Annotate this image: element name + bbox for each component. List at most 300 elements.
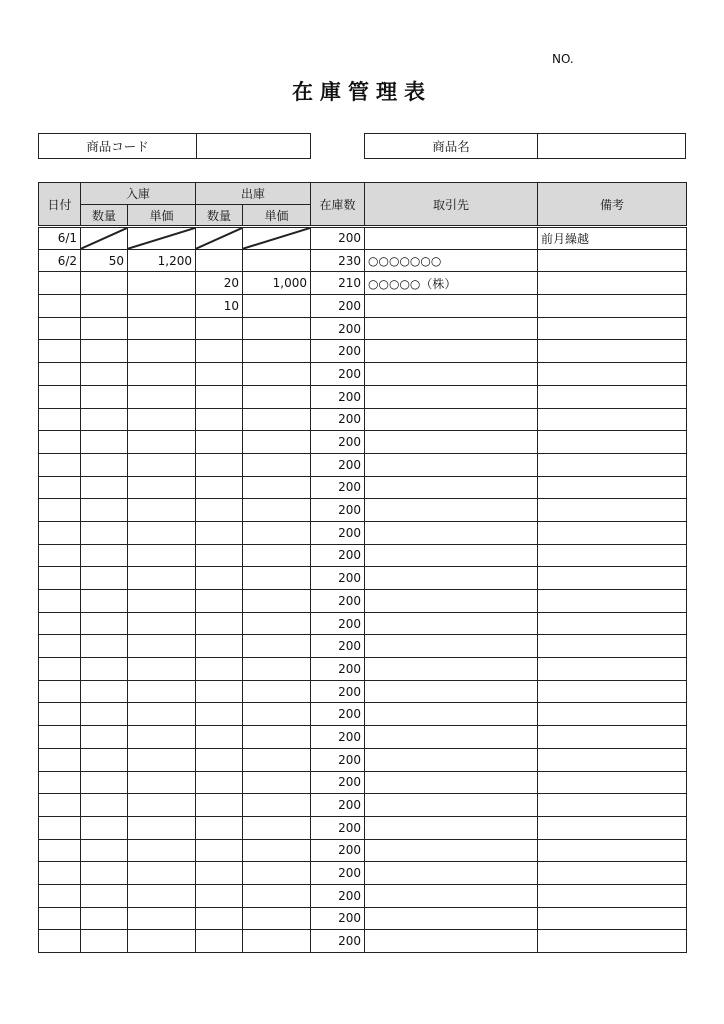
out-unit-price-cell[interactable] [243, 544, 311, 567]
date-cell[interactable] [39, 726, 81, 749]
in-unit-price-cell[interactable] [128, 227, 196, 250]
partner-cell[interactable]: ○○○○○（株） [365, 272, 538, 295]
partner-cell[interactable] [365, 862, 538, 885]
diagonal-slash [128, 228, 195, 249]
partner-cell[interactable] [365, 385, 538, 408]
out-unit-price-cell[interactable] [243, 658, 311, 681]
table-row [39, 295, 687, 318]
table-row [39, 499, 687, 522]
in-quantity-cell[interactable] [81, 340, 128, 363]
partner-cell[interactable] [365, 476, 538, 499]
partner-cell[interactable] [365, 453, 538, 476]
date-cell[interactable] [39, 408, 81, 431]
in-quantity-cell[interactable] [81, 816, 128, 839]
in-unit-price-cell[interactable] [128, 453, 196, 476]
diagonal-slash [196, 228, 242, 249]
in-quantity-cell[interactable] [81, 363, 128, 386]
in-unit-price-cell[interactable] [128, 907, 196, 930]
table-row [39, 340, 687, 363]
stock-count-cell[interactable]: 200 [311, 408, 365, 431]
notes-cell[interactable] [538, 295, 687, 318]
in-unit-price-cell[interactable] [128, 340, 196, 363]
product-code-label: 商品コード [39, 134, 197, 158]
partner-cell[interactable] [365, 635, 538, 658]
header-in-unit-price: 単価 [128, 205, 196, 227]
product-code-box [38, 133, 311, 159]
table-body [39, 227, 687, 953]
date-cell[interactable] [39, 317, 81, 340]
stock-count-cell[interactable]: 200 [311, 567, 365, 590]
stock-count-cell[interactable]: 200 [311, 385, 365, 408]
in-unit-price-cell[interactable] [128, 816, 196, 839]
table-row [39, 227, 687, 250]
date-cell[interactable] [39, 340, 81, 363]
in-quantity-cell[interactable] [81, 839, 128, 862]
in-quantity-cell[interactable] [81, 272, 128, 295]
header-notes: 備考 [538, 183, 687, 227]
date-cell[interactable] [39, 748, 81, 771]
partner-cell[interactable] [365, 907, 538, 930]
date-cell[interactable] [39, 612, 81, 635]
out-unit-price-cell[interactable] [243, 363, 311, 386]
out-unit-price-cell[interactable] [243, 839, 311, 862]
date-cell[interactable] [39, 272, 81, 295]
out-unit-price-cell[interactable] [243, 612, 311, 635]
out-quantity-cell[interactable] [196, 590, 243, 613]
partner-cell[interactable] [365, 884, 538, 907]
notes-cell[interactable] [538, 930, 687, 953]
date-cell[interactable]: 6/1 [39, 227, 81, 250]
out-quantity-cell[interactable] [196, 476, 243, 499]
in-quantity-cell[interactable] [81, 227, 128, 250]
out-unit-price-cell[interactable] [243, 521, 311, 544]
date-cell[interactable] [39, 544, 81, 567]
in-unit-price-cell[interactable] [128, 544, 196, 567]
out-unit-price-cell[interactable] [243, 907, 311, 930]
notes-cell[interactable] [538, 816, 687, 839]
stock-count-cell[interactable]: 200 [311, 680, 365, 703]
diagonal-slash [81, 228, 127, 249]
partner-cell[interactable] [365, 612, 538, 635]
stock-count-cell[interactable]: 200 [311, 771, 365, 794]
out-unit-price-cell[interactable] [243, 249, 311, 272]
notes-cell[interactable] [538, 635, 687, 658]
table-row [39, 907, 687, 930]
in-quantity-cell[interactable] [81, 567, 128, 590]
in-unit-price-cell[interactable] [128, 521, 196, 544]
stock-count-cell[interactable]: 200 [311, 794, 365, 817]
in-quantity-cell[interactable] [81, 726, 128, 749]
date-cell[interactable] [39, 816, 81, 839]
notes-cell[interactable] [538, 544, 687, 567]
date-cell[interactable] [39, 703, 81, 726]
table-row [39, 544, 687, 567]
out-quantity-cell[interactable] [196, 726, 243, 749]
notes-cell[interactable] [538, 612, 687, 635]
stock-count-cell[interactable]: 200 [311, 839, 365, 862]
stock-count-cell[interactable]: 200 [311, 635, 365, 658]
stock-count-cell[interactable]: 200 [311, 816, 365, 839]
header-date: 日付 [39, 183, 81, 227]
date-cell[interactable] [39, 567, 81, 590]
out-unit-price-cell[interactable] [243, 295, 311, 318]
stock-count-cell[interactable]: 200 [311, 521, 365, 544]
stock-count-cell[interactable]: 200 [311, 340, 365, 363]
table-row [39, 431, 687, 454]
date-cell[interactable]: 6/2 [39, 249, 81, 272]
table-row [39, 658, 687, 681]
in-quantity-cell[interactable] [81, 771, 128, 794]
date-cell[interactable] [39, 499, 81, 522]
partner-cell[interactable] [365, 794, 538, 817]
out-unit-price-cell[interactable] [243, 340, 311, 363]
in-unit-price-cell[interactable] [128, 317, 196, 340]
date-cell[interactable] [39, 862, 81, 885]
date-cell[interactable] [39, 453, 81, 476]
in-unit-price-cell[interactable] [128, 431, 196, 454]
partner-cell[interactable] [365, 748, 538, 771]
out-quantity-cell[interactable] [196, 227, 243, 250]
out-unit-price-cell[interactable] [243, 453, 311, 476]
out-quantity-cell[interactable] [196, 907, 243, 930]
partner-cell[interactable] [365, 567, 538, 590]
partner-cell[interactable] [365, 227, 538, 250]
out-unit-price-cell[interactable] [243, 317, 311, 340]
out-unit-price-cell[interactable]: 1,000 [243, 272, 311, 295]
in-unit-price-cell[interactable] [128, 726, 196, 749]
date-cell[interactable] [39, 907, 81, 930]
out-unit-price-cell[interactable] [243, 476, 311, 499]
out-unit-price-cell[interactable] [243, 431, 311, 454]
out-quantity-cell[interactable] [196, 680, 243, 703]
notes-cell[interactable] [538, 385, 687, 408]
date-cell[interactable] [39, 839, 81, 862]
in-quantity-cell[interactable] [81, 658, 128, 681]
out-unit-price-cell[interactable] [243, 726, 311, 749]
in-unit-price-cell[interactable] [128, 385, 196, 408]
partner-cell[interactable] [365, 839, 538, 862]
stock-count-cell[interactable]: 200 [311, 884, 365, 907]
in-unit-price-cell[interactable] [128, 590, 196, 613]
in-unit-price-cell[interactable] [128, 680, 196, 703]
in-unit-price-cell[interactable] [128, 363, 196, 386]
in-unit-price-cell[interactable] [128, 499, 196, 522]
table-row [39, 862, 687, 885]
header-out-quantity: 数量 [196, 205, 243, 227]
stock-count-cell[interactable]: 200 [311, 612, 365, 635]
notes-cell[interactable] [538, 839, 687, 862]
partner-cell[interactable] [365, 703, 538, 726]
in-quantity-cell[interactable] [81, 862, 128, 885]
in-unit-price-cell[interactable] [128, 839, 196, 862]
date-cell[interactable] [39, 635, 81, 658]
partner-cell[interactable] [365, 521, 538, 544]
date-cell[interactable] [39, 385, 81, 408]
out-quantity-cell[interactable] [196, 544, 243, 567]
out-quantity-cell[interactable] [196, 499, 243, 522]
in-unit-price-cell[interactable] [128, 295, 196, 318]
header-stock-count: 在庫数 [311, 183, 365, 227]
partner-cell[interactable] [365, 295, 538, 318]
out-quantity-cell[interactable] [196, 431, 243, 454]
in-unit-price-cell[interactable] [128, 794, 196, 817]
notes-cell[interactable] [538, 431, 687, 454]
out-quantity-cell[interactable] [196, 703, 243, 726]
notes-cell[interactable] [538, 521, 687, 544]
out-quantity-cell[interactable] [196, 658, 243, 681]
out-quantity-cell[interactable] [196, 635, 243, 658]
in-unit-price-cell[interactable] [128, 862, 196, 885]
stock-count-cell[interactable]: 200 [311, 703, 365, 726]
date-cell[interactable] [39, 295, 81, 318]
out-quantity-cell[interactable] [196, 794, 243, 817]
notes-cell[interactable] [538, 703, 687, 726]
in-quantity-cell[interactable] [81, 385, 128, 408]
in-unit-price-cell[interactable] [128, 658, 196, 681]
in-quantity-cell[interactable] [81, 884, 128, 907]
in-quantity-cell[interactable] [81, 907, 128, 930]
in-unit-price-cell[interactable] [128, 930, 196, 953]
stock-count-cell[interactable]: 200 [311, 862, 365, 885]
out-quantity-cell[interactable] [196, 317, 243, 340]
table-row [39, 884, 687, 907]
in-unit-price-cell[interactable] [128, 476, 196, 499]
date-cell[interactable] [39, 930, 81, 953]
stock-count-cell[interactable]: 200 [311, 499, 365, 522]
table-row [39, 476, 687, 499]
date-cell[interactable] [39, 771, 81, 794]
in-unit-price-cell[interactable]: 1,200 [128, 249, 196, 272]
out-quantity-cell[interactable]: 10 [196, 295, 243, 318]
notes-cell[interactable] [538, 272, 687, 295]
stock-count-cell[interactable]: 200 [311, 453, 365, 476]
date-cell[interactable] [39, 884, 81, 907]
table-row [39, 635, 687, 658]
out-unit-price-cell[interactable] [243, 748, 311, 771]
header-out-unit-price: 単価 [243, 205, 311, 227]
partner-cell[interactable] [365, 658, 538, 681]
in-unit-price-cell[interactable] [128, 748, 196, 771]
table-row [39, 317, 687, 340]
out-quantity-cell[interactable] [196, 816, 243, 839]
out-unit-price-cell[interactable] [243, 680, 311, 703]
in-quantity-cell[interactable] [81, 794, 128, 817]
notes-cell[interactable] [538, 884, 687, 907]
in-unit-price-cell[interactable] [128, 771, 196, 794]
notes-cell[interactable] [538, 658, 687, 681]
out-unit-price-cell[interactable] [243, 635, 311, 658]
out-quantity-cell[interactable] [196, 567, 243, 590]
stock-count-cell[interactable]: 200 [311, 544, 365, 567]
in-quantity-cell[interactable] [81, 431, 128, 454]
in-quantity-cell[interactable] [81, 317, 128, 340]
notes-cell[interactable] [538, 794, 687, 817]
partner-cell[interactable] [365, 408, 538, 431]
date-cell[interactable] [39, 476, 81, 499]
table-row [39, 249, 687, 272]
out-quantity-cell[interactable] [196, 771, 243, 794]
partner-cell[interactable] [365, 590, 538, 613]
partner-cell[interactable] [365, 317, 538, 340]
out-unit-price-cell[interactable] [243, 703, 311, 726]
in-unit-price-cell[interactable] [128, 884, 196, 907]
stock-count-cell[interactable]: 200 [311, 590, 365, 613]
product-name-field[interactable] [538, 134, 685, 158]
in-unit-price-cell[interactable] [128, 567, 196, 590]
notes-cell[interactable] [538, 771, 687, 794]
in-unit-price-cell[interactable] [128, 703, 196, 726]
notes-cell[interactable] [538, 590, 687, 613]
out-unit-price-cell[interactable] [243, 567, 311, 590]
partner-cell[interactable] [365, 680, 538, 703]
table-row [39, 408, 687, 431]
out-quantity-cell[interactable] [196, 363, 243, 386]
in-unit-price-cell[interactable] [128, 635, 196, 658]
notes-cell[interactable] [538, 680, 687, 703]
out-unit-price-cell[interactable] [243, 771, 311, 794]
out-unit-price-cell[interactable] [243, 884, 311, 907]
notes-cell[interactable] [538, 340, 687, 363]
notes-cell[interactable] [538, 862, 687, 885]
in-quantity-cell[interactable] [81, 612, 128, 635]
out-quantity-cell[interactable] [196, 340, 243, 363]
header-partner: 取引先 [365, 183, 538, 227]
partner-cell[interactable] [365, 544, 538, 567]
in-quantity-cell[interactable] [81, 590, 128, 613]
in-quantity-cell[interactable] [81, 635, 128, 658]
notes-cell[interactable] [538, 907, 687, 930]
table-row [39, 680, 687, 703]
out-unit-price-cell[interactable] [243, 862, 311, 885]
out-quantity-cell[interactable] [196, 930, 243, 953]
out-quantity-cell[interactable] [196, 249, 243, 272]
out-quantity-cell[interactable] [196, 408, 243, 431]
stock-count-cell[interactable]: 200 [311, 726, 365, 749]
out-unit-price-cell[interactable] [243, 408, 311, 431]
product-name-label: 商品名 [365, 134, 538, 158]
out-unit-price-cell[interactable] [243, 816, 311, 839]
in-quantity-cell[interactable] [81, 544, 128, 567]
table-row [39, 816, 687, 839]
stock-count-cell[interactable]: 210 [311, 272, 365, 295]
out-quantity-cell[interactable]: 20 [196, 272, 243, 295]
out-unit-price-cell[interactable] [243, 385, 311, 408]
out-quantity-cell[interactable] [196, 521, 243, 544]
document-number-label: NO. [552, 52, 574, 66]
in-quantity-cell[interactable] [81, 748, 128, 771]
out-unit-price-cell[interactable] [243, 227, 311, 250]
in-quantity-cell[interactable] [81, 295, 128, 318]
partner-cell[interactable] [365, 431, 538, 454]
in-quantity-cell[interactable] [81, 930, 128, 953]
date-cell[interactable] [39, 431, 81, 454]
header-stock-in: 入庫 [81, 183, 196, 205]
out-quantity-cell[interactable] [196, 839, 243, 862]
in-quantity-cell[interactable] [81, 521, 128, 544]
header-stock-out: 出庫 [196, 183, 311, 205]
date-cell[interactable] [39, 521, 81, 544]
notes-cell[interactable] [538, 249, 687, 272]
partner-cell[interactable] [365, 771, 538, 794]
product-code-field[interactable] [197, 134, 310, 158]
stock-count-cell[interactable]: 230 [311, 249, 365, 272]
out-quantity-cell[interactable] [196, 453, 243, 476]
notes-cell[interactable] [538, 726, 687, 749]
notes-cell[interactable] [538, 567, 687, 590]
in-quantity-cell[interactable] [81, 680, 128, 703]
stock-count-cell[interactable]: 200 [311, 658, 365, 681]
partner-cell[interactable] [365, 363, 538, 386]
in-quantity-cell[interactable] [81, 476, 128, 499]
stock-count-cell[interactable]: 200 [311, 295, 365, 318]
inventory-table [38, 182, 687, 953]
notes-cell[interactable] [538, 499, 687, 522]
in-unit-price-cell[interactable] [128, 408, 196, 431]
notes-cell[interactable] [538, 363, 687, 386]
table-row [39, 590, 687, 613]
stock-count-cell[interactable]: 200 [311, 476, 365, 499]
date-cell[interactable] [39, 363, 81, 386]
date-cell[interactable] [39, 794, 81, 817]
out-quantity-cell[interactable] [196, 884, 243, 907]
table-row [39, 771, 687, 794]
table-row [39, 839, 687, 862]
in-quantity-cell[interactable]: 50 [81, 249, 128, 272]
in-quantity-cell[interactable] [81, 453, 128, 476]
date-cell[interactable] [39, 590, 81, 613]
out-quantity-cell[interactable] [196, 612, 243, 635]
partner-cell[interactable] [365, 340, 538, 363]
out-quantity-cell[interactable] [196, 385, 243, 408]
table-row [39, 385, 687, 408]
partner-cell[interactable] [365, 726, 538, 749]
partner-cell[interactable] [365, 499, 538, 522]
partner-cell[interactable] [365, 930, 538, 953]
stock-count-cell[interactable]: 200 [311, 363, 365, 386]
date-cell[interactable] [39, 658, 81, 681]
stock-count-cell[interactable]: 200 [311, 317, 365, 340]
product-name-box [364, 133, 686, 159]
out-unit-price-cell[interactable] [243, 794, 311, 817]
stock-count-cell[interactable]: 200 [311, 748, 365, 771]
stock-count-cell[interactable]: 200 [311, 907, 365, 930]
in-unit-price-cell[interactable] [128, 272, 196, 295]
notes-cell[interactable] [538, 748, 687, 771]
in-quantity-cell[interactable] [81, 703, 128, 726]
partner-cell[interactable] [365, 816, 538, 839]
in-quantity-cell[interactable] [81, 499, 128, 522]
out-unit-price-cell[interactable] [243, 499, 311, 522]
notes-cell[interactable] [538, 408, 687, 431]
date-cell[interactable] [39, 680, 81, 703]
notes-cell[interactable] [538, 317, 687, 340]
out-unit-price-cell[interactable] [243, 590, 311, 613]
stock-count-cell[interactable]: 200 [311, 930, 365, 953]
in-unit-price-cell[interactable] [128, 612, 196, 635]
notes-cell[interactable] [538, 453, 687, 476]
table-row [39, 726, 687, 749]
in-quantity-cell[interactable] [81, 408, 128, 431]
out-quantity-cell[interactable] [196, 862, 243, 885]
partner-cell[interactable]: ○○○○○○○ [365, 249, 538, 272]
table-row [39, 703, 687, 726]
stock-count-cell[interactable]: 200 [311, 227, 365, 250]
notes-cell[interactable] [538, 476, 687, 499]
notes-cell[interactable]: 前月繰越 [538, 227, 687, 250]
out-quantity-cell[interactable] [196, 748, 243, 771]
out-unit-price-cell[interactable] [243, 930, 311, 953]
stock-count-cell[interactable]: 200 [311, 431, 365, 454]
